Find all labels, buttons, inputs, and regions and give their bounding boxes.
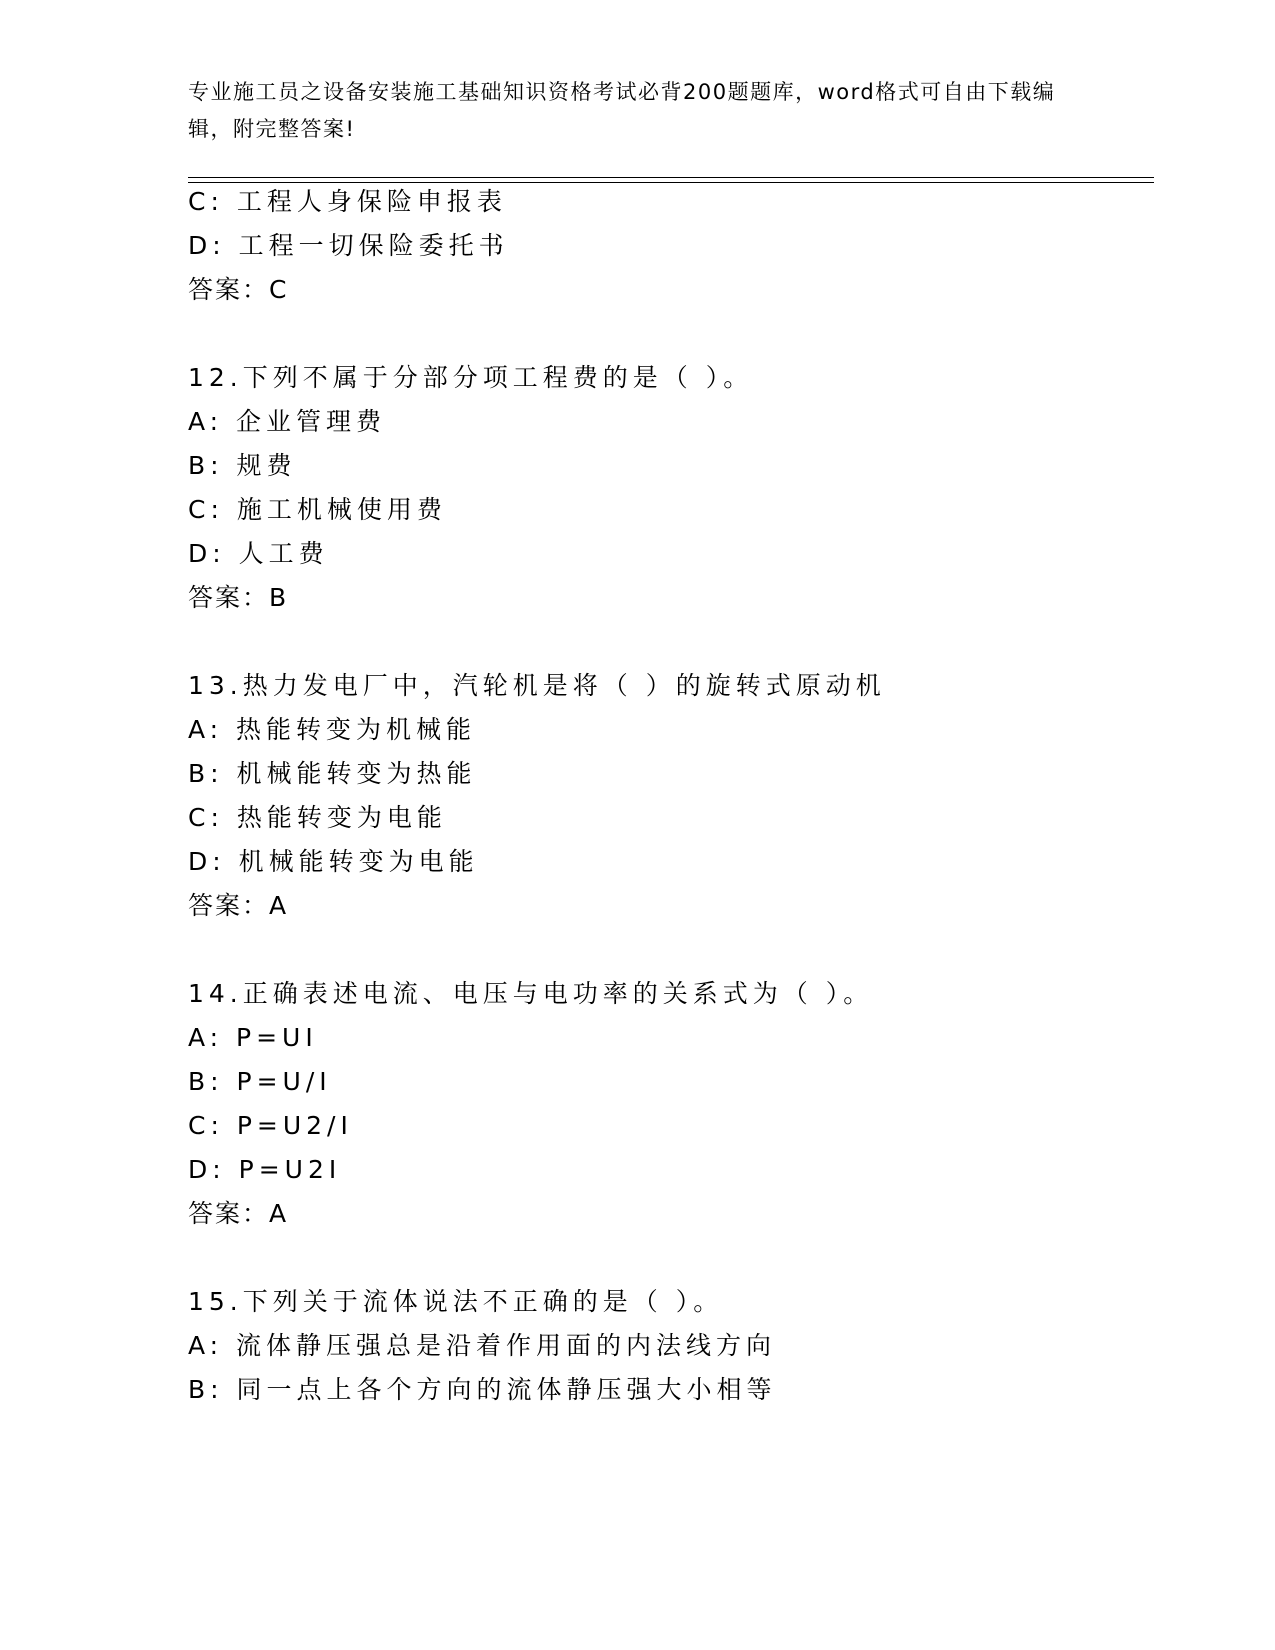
header-divider-top — [188, 177, 1154, 178]
q11-option-c: C: 工程人身保险申报表 — [188, 187, 507, 216]
q12-option-b: B: 规费 — [188, 451, 297, 480]
q13-answer: 答案：A — [188, 891, 289, 920]
q15-option-b: B: 同一点上各个方向的流体静压强大小相等 — [188, 1375, 777, 1404]
q12-answer: 答案：B — [188, 583, 289, 612]
q11-answer: 答案：C — [188, 275, 289, 304]
q13-option-d: D: 机械能转变为电能 — [188, 847, 479, 876]
q12-option-d: D: 人工费 — [188, 539, 329, 568]
q13-option-b: B: 机械能转变为热能 — [188, 759, 477, 788]
q12-question: 12.下列不属于分部分项工程费的是（ ）。 — [188, 363, 754, 392]
q14-option-c: C: P=U2/I — [188, 1111, 353, 1140]
q13-option-c: C: 热能转变为电能 — [188, 803, 447, 832]
q12-option-a: A: 企业管理费 — [188, 407, 387, 436]
document-header: 专业施工员之设备安装施工基础知识资格考试必背200题题库，word格式可自由下载编辑，附完整答案! — [188, 80, 1056, 141]
q13-option-a: A: 热能转变为机械能 — [188, 715, 477, 744]
q12-option-c: C: 施工机械使用费 — [188, 495, 447, 524]
q14-option-a: A: P=UI — [188, 1023, 318, 1052]
header-divider-bottom — [188, 182, 1154, 183]
q14-answer: 答案：A — [188, 1199, 289, 1228]
q14-question: 14.正确表述电流、电压与电功率的关系式为（ ）。 — [188, 979, 874, 1008]
q11-option-d: D: 工程一切保险委托书 — [188, 231, 509, 260]
q15-option-a: A: 流体静压强总是沿着作用面的内法线方向 — [188, 1331, 777, 1360]
q13-question: 13.热力发电厂中，汽轮机是将（ ）的旋转式原动机 — [188, 671, 886, 700]
q14-option-b: B: P=U/I — [188, 1067, 332, 1096]
q15-question: 15.下列关于流体说法不正确的是（ ）。 — [188, 1287, 724, 1316]
q14-option-d: D: P=U2I — [188, 1155, 342, 1184]
